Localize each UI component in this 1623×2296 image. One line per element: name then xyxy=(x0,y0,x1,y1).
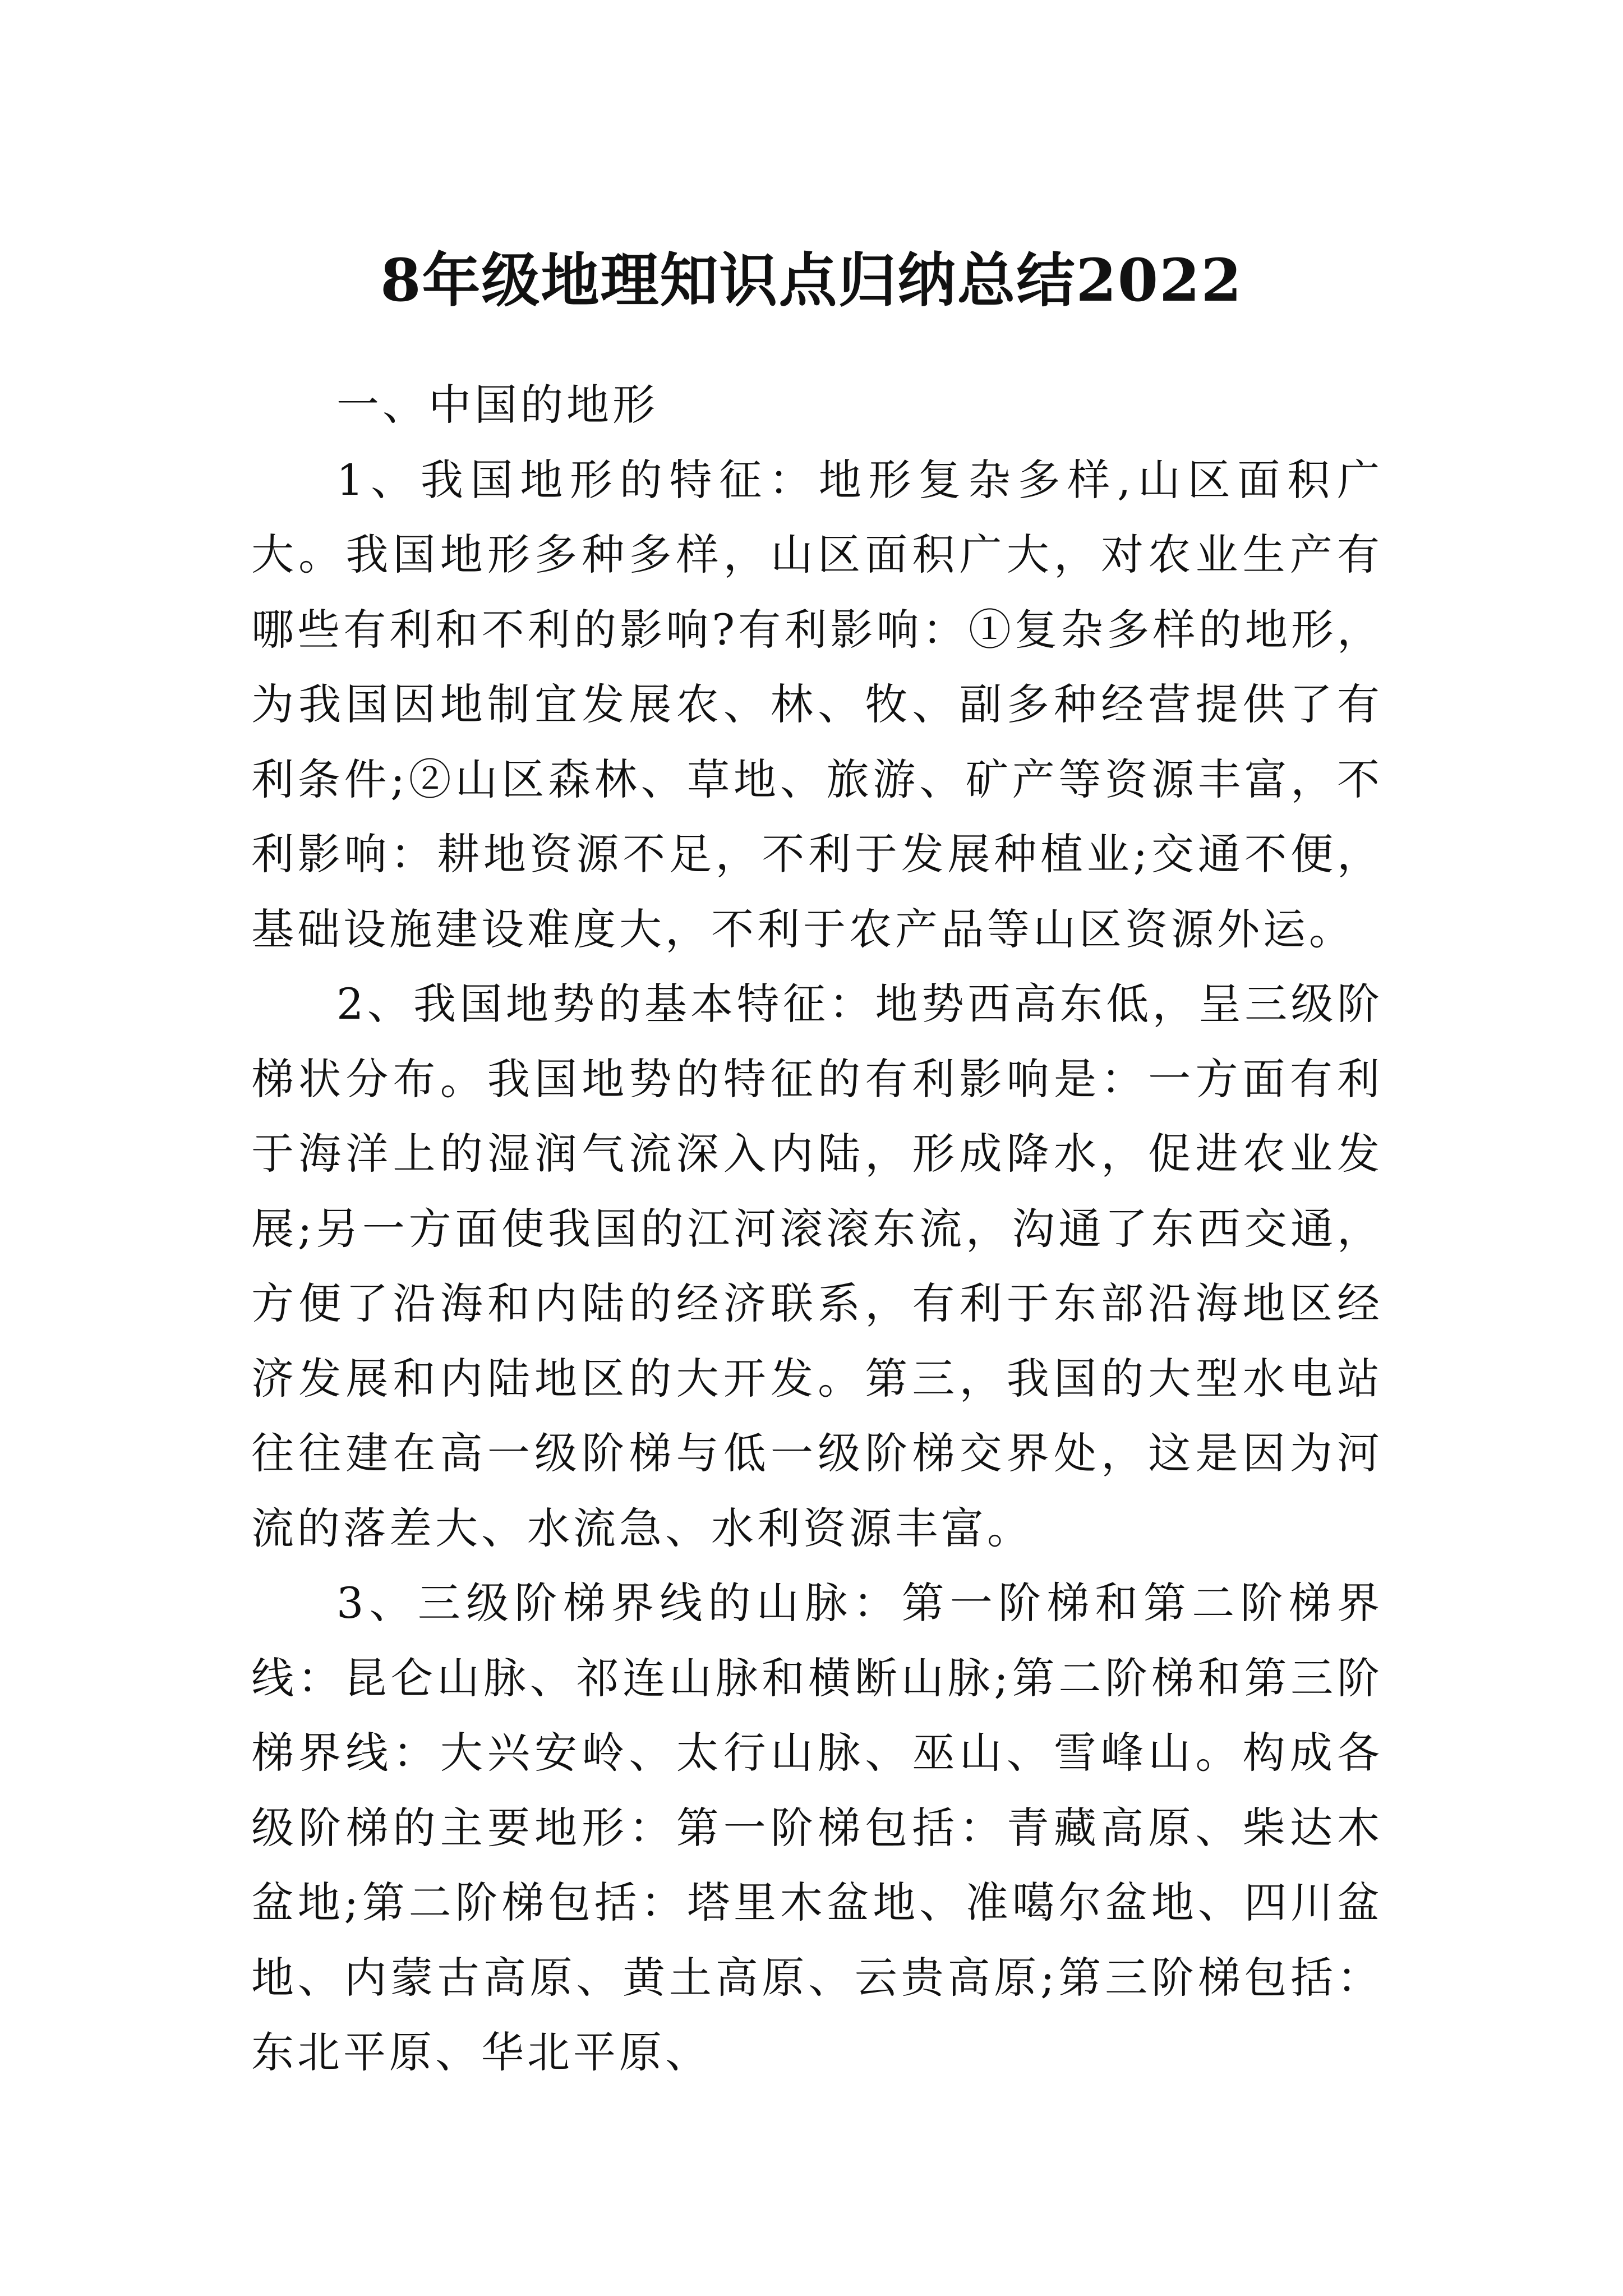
document-body xyxy=(251,367,1383,2090)
paragraph-2: 2、我国地势的基本特征：地势西高东低，呈三级阶梯状分布。我国地势的特征的有利影响是：一方面有利于海洋上的湿润气流深入内陆，形成降水，促进农业发展;另一方面使我国的江河滚滚东流，沟通了东西交通，方便了沿海和内陆的经济联系，有利于东部沿海地区经济发展和内陆地区的大开发。第三，我国的大型水电站往往建在高一级阶梯与低一级阶梯交界处，这是因为河流的落差大、水流急、水利资源丰富。 xyxy=(251,979,1383,1553)
document-title: 8年级地理知识点归纳总结2022 xyxy=(380,245,1243,315)
section-heading: 一、中国的地形 xyxy=(336,380,658,430)
paragraph-1: 1、我国地形的特征：地形复杂多样,山区面积广大。我国地形多种多样，山区面积广大，对农业生产有哪些有利和不利的影响?有利影响：①复杂多样的地形，为我国因地制宜发展农、林、牧、副多种经营提供了有利条件;②山区森林、草地、旅游、矿产等资源丰富，不利影响：耕地资源不足，不利于发展种植业;交通不便，基础设施建设难度大，不利于农产品等山区资源外运。 xyxy=(251,454,1383,954)
paragraph-3: 3、三级阶梯界线的山脉：第一阶梯和第二阶梯界线：昆仑山脉、祁连山脉和横断山脉;第二阶梯和第三阶梯界线：大兴安岭、太行山脉、巫山、雪峰山。构成各级阶梯的主要地形：第一阶梯包括：青藏高原、柴达木盆地;第二阶梯包括：塔里木盆地、准噶尔盆地、四川盆地、内蒙古高原、黄土高原、云贵高原;第三阶梯包括：东北平原、华北平原、 xyxy=(251,1578,1383,2077)
